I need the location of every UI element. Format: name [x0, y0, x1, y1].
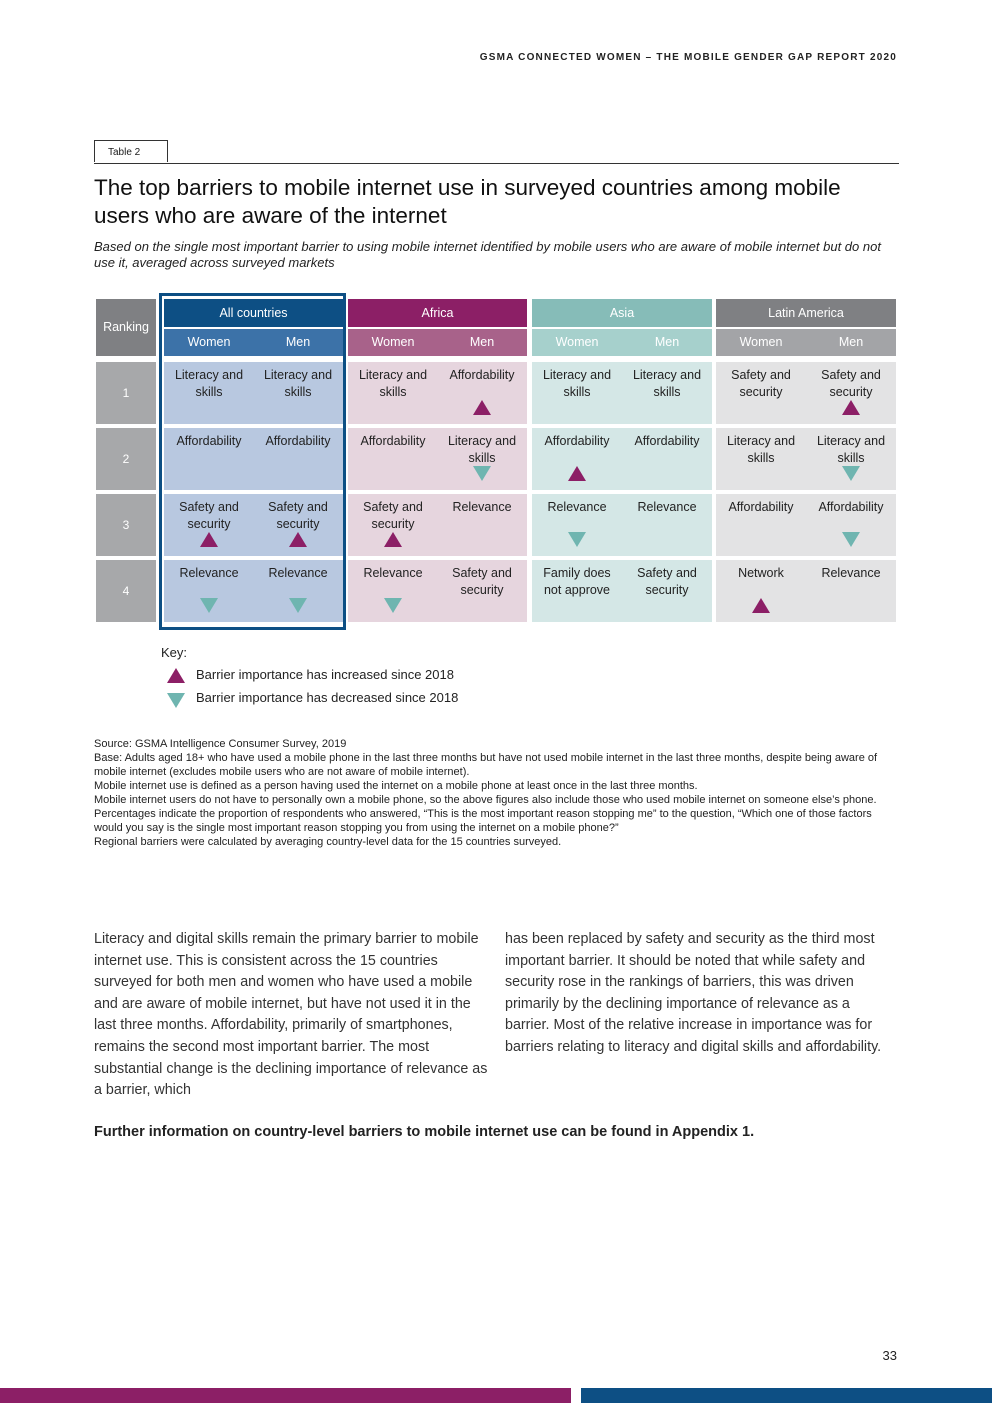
- note-definition: Mobile internet use is defined as a person having used the internet on a mobile phone at least once in the last three months.: [94, 780, 698, 792]
- region-header-africa: Africa: [348, 299, 527, 327]
- barrier-cell: [622, 560, 712, 622]
- barrier-label: Affordability: [360, 434, 426, 448]
- barrier-label: Relevance: [179, 566, 239, 580]
- legend-increased-label: Barrier importance has increased since 2018: [196, 667, 454, 682]
- barrier-label: Relevance: [547, 500, 607, 514]
- barrier-label: Affordability: [818, 500, 884, 514]
- all-countries-highlight: [159, 293, 346, 630]
- barrier-label: Affordability: [176, 434, 242, 448]
- footer-bar-magenta: [0, 1388, 571, 1403]
- region-header-latin-america: Latin America: [716, 299, 896, 327]
- barrier-cell: [532, 428, 622, 490]
- barrier-label: Relevance: [363, 566, 423, 580]
- gender-header-all-countries-women: Women: [164, 329, 254, 356]
- barrier-label: Literacy and skills: [542, 368, 612, 399]
- body-column-2: has been replaced by safety and security as the third most important barrier. It should be noted that while safety and security rose in the rankings of barriers, this was driven primarily by the declining importance of relevance as a barrier. Most of the relative increase in importance was for barriers relating to literacy and digital skills and affordability.: [505, 931, 882, 1055]
- barrier-label: Safety and security: [179, 500, 239, 531]
- barrier-label: Affordability: [265, 434, 331, 448]
- barrier-label: Affordability: [728, 500, 794, 514]
- triangle-up-icon: [167, 668, 185, 683]
- table-label: Table 2: [94, 140, 168, 162]
- barrier-cell: [622, 428, 712, 490]
- barrier-label: Literacy and skills: [263, 368, 333, 399]
- barrier-cell: [348, 494, 438, 556]
- triangle-up-icon: [842, 400, 860, 415]
- triangle-down-icon: [384, 598, 402, 613]
- gender-header-asia-men: Men: [622, 329, 712, 356]
- barrier-cell: [437, 362, 527, 424]
- barrier-cell: [348, 362, 438, 424]
- barrier-label: Affordability: [544, 434, 610, 448]
- note-source: Source: GSMA Intelligence Consumer Survey, 2019: [94, 738, 347, 750]
- gender-header-latin-america-men: Men: [806, 329, 896, 356]
- region-header-all-countries: All countries: [164, 299, 343, 327]
- footer-bar-blue: [581, 1388, 992, 1403]
- ranking-header: Ranking: [96, 299, 156, 356]
- barrier-label: Relevance: [268, 566, 328, 580]
- page-number: 33: [882, 1348, 897, 1363]
- barrier-label: Relevance: [452, 500, 512, 514]
- rank-cell-4: 4: [96, 560, 156, 622]
- triangle-up-icon: [752, 598, 770, 613]
- gender-header-africa-women: Women: [348, 329, 438, 356]
- triangle-down-icon: [473, 466, 491, 481]
- triangle-down-icon: [568, 532, 586, 547]
- barrier-label: Family does not approve: [543, 566, 611, 597]
- barrier-label: Affordability: [634, 434, 700, 448]
- running-header: GSMA CONNECTED WOMEN – THE MOBILE GENDER GAP REPORT 2020: [479, 52, 897, 63]
- barrier-label: Affordability: [449, 368, 515, 382]
- triangle-down-icon: [167, 693, 185, 708]
- barrier-cell: [532, 560, 622, 622]
- barrier-label: Literacy and skills: [816, 434, 886, 465]
- barrier-cell: [437, 494, 527, 556]
- barrier-cell: [806, 494, 896, 556]
- triangle-down-icon: [842, 466, 860, 481]
- rank-cell-3: 3: [96, 494, 156, 556]
- barrier-label: Network: [738, 566, 784, 580]
- barrier-label: Literacy and skills: [358, 368, 428, 399]
- barrier-label: Safety and security: [452, 566, 512, 597]
- triangle-up-icon: [473, 400, 491, 415]
- gender-header-africa-men: Men: [437, 329, 527, 356]
- note-regional: Regional barriers were calculated by averaging country-level data for the 15 countries surveyed.: [94, 836, 562, 848]
- rank-cell-1: 1: [96, 362, 156, 424]
- legend-increased: [161, 666, 458, 689]
- barrier-cell: [437, 428, 527, 490]
- appendix-reference: Further information on country-level barriers to mobile internet use can be found in Appendix 1.: [94, 1124, 755, 1140]
- source-notes: [94, 737, 899, 849]
- barrier-cell: [532, 362, 622, 424]
- barrier-cell: [348, 560, 438, 622]
- barrier-cell: [716, 362, 806, 424]
- note-percentages: Percentages indicate the proportion of respondents who answered, “This is the most important reason stopping me” to the question, “Which one of those factors would you say is the single most important reason stopping you from using the internet on a mobile phone?”: [94, 808, 872, 834]
- note-ownership: Mobile internet users do not have to personally own a mobile phone, so the above figures also include those who used mobile internet on someone else’s phone.: [94, 794, 877, 806]
- gender-header-latin-america-women: Women: [716, 329, 806, 356]
- barrier-cell: [716, 494, 806, 556]
- barrier-label: Safety and security: [268, 500, 328, 531]
- barrier-label: Safety and security: [821, 368, 881, 399]
- table-title: The top barriers to mobile internet use in surveyed countries among mobile users who are aware of the internet: [94, 175, 841, 228]
- barrier-cell: [348, 428, 438, 490]
- table-subtitle: Based on the single most important barrier to using mobile internet identified by mobile users who are aware of mobile internet but do not use it, averaged across surveyed markets: [94, 239, 881, 270]
- triangle-down-icon: [842, 532, 860, 547]
- barrier-label: Relevance: [821, 566, 881, 580]
- barrier-label: Literacy and skills: [447, 434, 517, 465]
- legend-decreased-label: Barrier importance has decreased since 2018: [196, 690, 459, 705]
- barrier-label: Safety and security: [637, 566, 697, 597]
- note-base: Base: Adults aged 18+ who have used a mobile phone in the last three months but have not used mobile internet in the last three months, despite being aware of mobile internet (excludes mobile users who are not aware of mobile internet).: [94, 752, 878, 778]
- legend: [161, 645, 458, 712]
- barrier-label: Safety and security: [363, 500, 423, 531]
- barrier-cell: [437, 560, 527, 622]
- legend-title: Key:: [161, 645, 188, 660]
- barrier-label: Safety and security: [731, 368, 791, 399]
- barrier-label: Literacy and skills: [174, 368, 244, 399]
- barrier-cell: [622, 494, 712, 556]
- gender-header-all-countries-men: Men: [253, 329, 343, 356]
- barrier-label: Literacy and skills: [632, 368, 702, 399]
- rank-cell-2: 2: [96, 428, 156, 490]
- triangle-up-icon: [568, 466, 586, 481]
- barrier-cell: [532, 494, 622, 556]
- barrier-cell: [622, 362, 712, 424]
- barrier-cell: [806, 428, 896, 490]
- body-column-1: Literacy and digital skills remain the primary barrier to mobile internet use. This is consistent across the 15 countries surveyed for both men and women who have used a mobile and are aware of mobile internet, but have not used it in the last three months. Affordability, primarily of smartphones, remains the second most important barrier. The most substantial change is the declining importance of relevance as a barrier, which: [94, 931, 488, 1099]
- barrier-label: Relevance: [637, 500, 697, 514]
- barrier-label: Literacy and skills: [726, 434, 796, 465]
- barrier-cell: [716, 560, 806, 622]
- triangle-up-icon: [384, 532, 402, 547]
- barrier-cell: [806, 560, 896, 622]
- legend-decreased: [161, 689, 458, 712]
- gender-header-asia-women: Women: [532, 329, 622, 356]
- barrier-cell: [806, 362, 896, 424]
- region-header-asia: Asia: [532, 299, 712, 327]
- table-label-rule: [94, 140, 899, 164]
- barrier-cell: [716, 428, 806, 490]
